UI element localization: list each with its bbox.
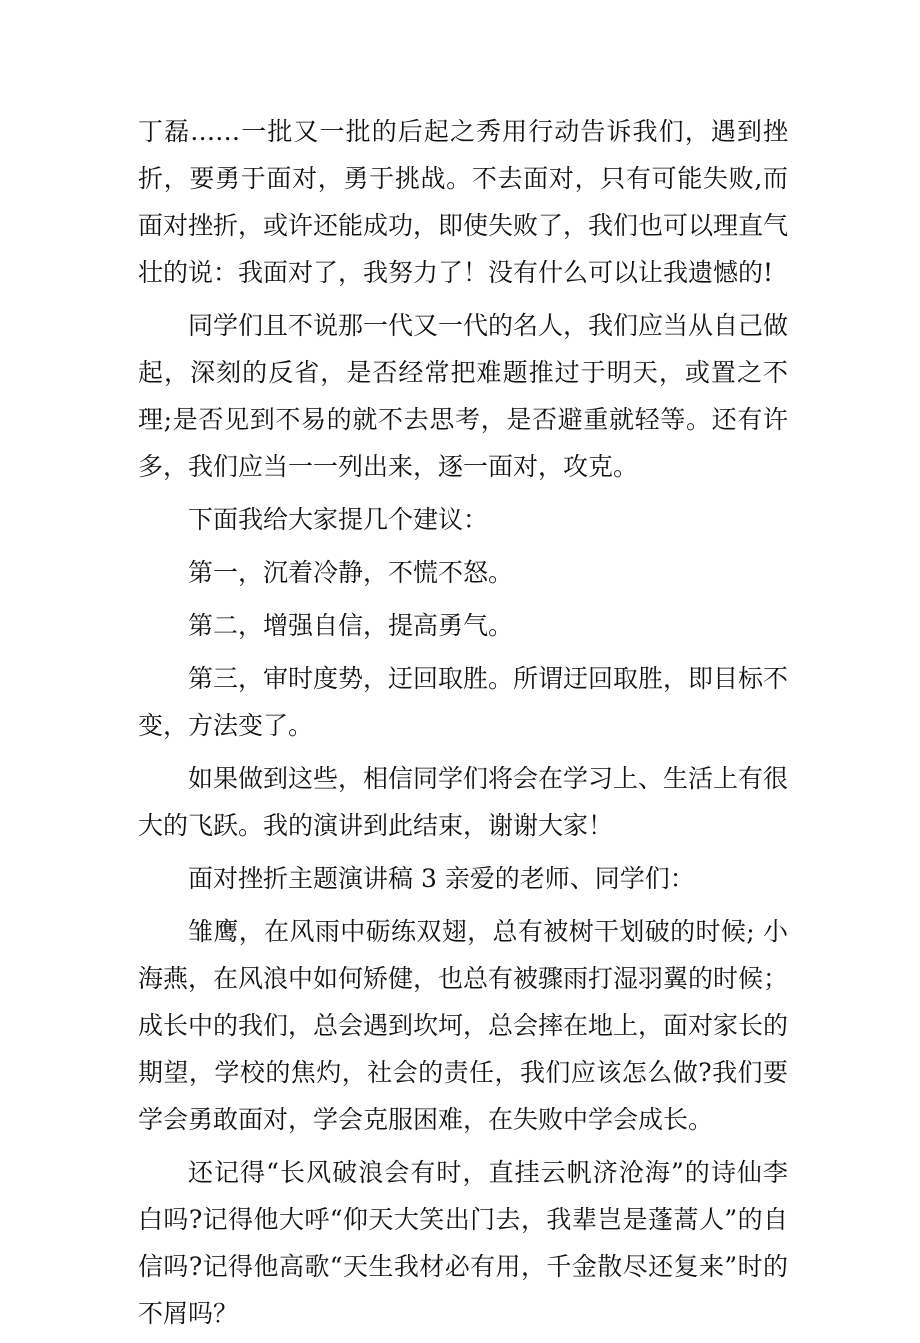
paragraph-4: 第一，沉着冷静，不慌不怒。 — [188, 558, 514, 587]
paragraph-6: 第三，审时度势，迂回取胜。所谓迂回取胜，即目标不变，方法变了。 — [138, 664, 789, 740]
paragraph-9: 雏鹰，在风雨中砺练双翅，总有被树干划破的时候; 小海燕，在风浪中如何矫健，也总有被骤雨打湿羽翼的时候；成长中的我们，总会遇到坎坷，总会摔在地上，面对家长的期望，学校的焦灼，社会的责任，我们应该怎么做?我们要学会勇敢面对，学会克服困难，在失败中学会成长。 — [138, 917, 789, 1134]
paragraph-10: 还记得“长风破浪会有时，直挂云帆济沧海”的诗仙李白吗?记得他大呼“仰天大笑出门去，我辈岂是蓬蒿人”的自信吗?记得他高歌“天生我材必有用，千金散尽还复来”时的不屑吗？ — [138, 1158, 788, 1328]
paragraph-3: 下面我给大家提几个建议： — [188, 505, 489, 534]
paragraph-2: 同学们且不说那一代又一代的名人，我们应当从自己做起，深刻的反省，是否经常把难题推过于明天，或置之不理;是否见到不易的就不去思考，是否避重就轻等。还有许多，我们应当一一列出来，逐一面对，攻克。 — [138, 311, 789, 481]
paragraph-8: 面对挫折主题演讲稿 3 亲爱的老师、同学们： — [188, 864, 695, 893]
paragraph-5: 第二，增强自信，提高勇气。 — [188, 611, 514, 640]
paragraph-7: 如果做到这些，相信同学们将会在学习上、生活上有很大的飞跃。我的演讲到此结束，谢谢大家！ — [138, 764, 789, 840]
document-body — [138, 108, 788, 1343]
paragraph-1: 丁磊……一批又一批的后起之秀用行动告诉我们，遇到挫折，要勇于面对，勇于挑战。不去面对，只有可能失败,而面对挫折，或许还能成功，即使失败了，我们也可以理直气壮的说：我面对了，我努力了！没有什么可以让我遗憾的! — [138, 117, 789, 287]
